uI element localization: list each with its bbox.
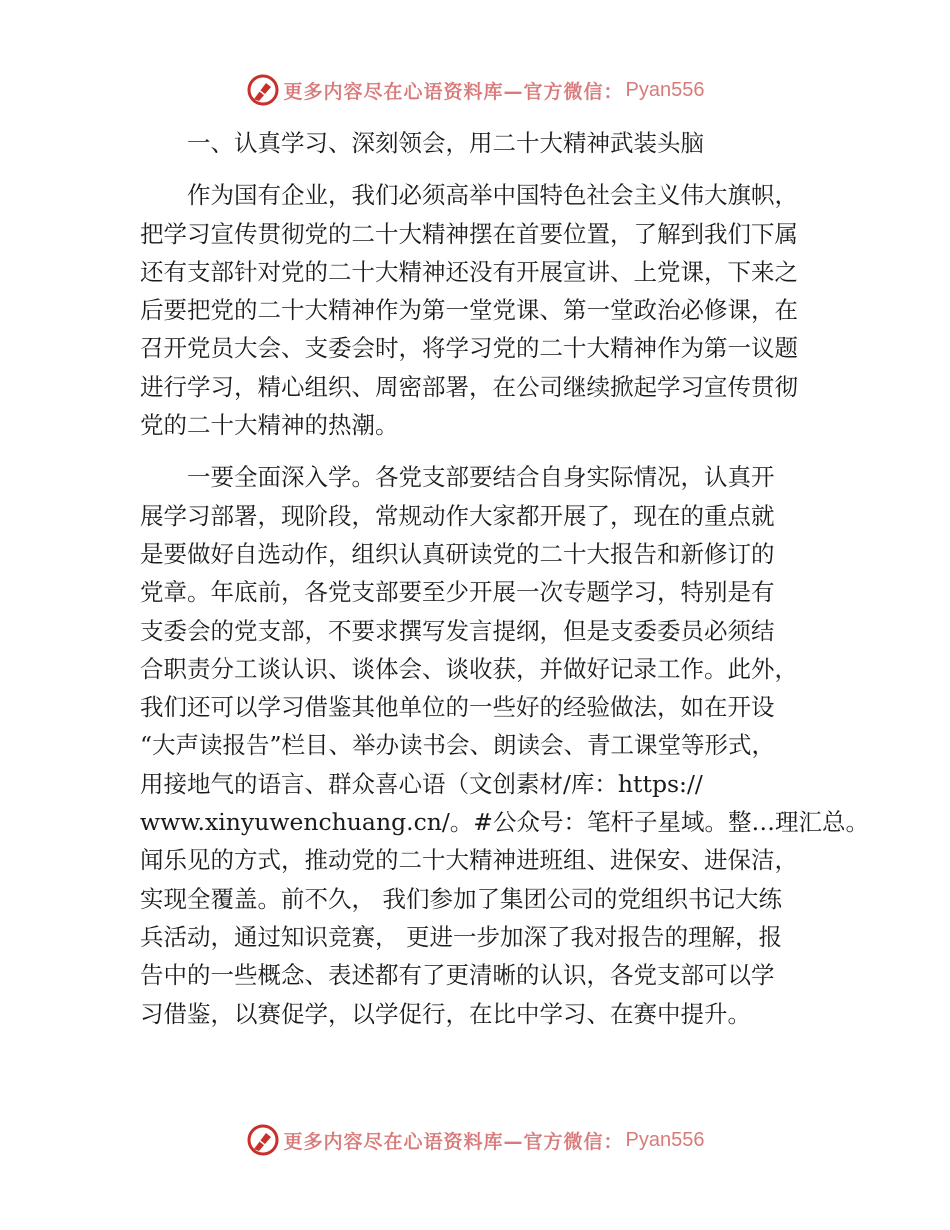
paragraph-line: 告中的一些概念、表述都有了更清晰的认识，各党支部可以学 [140,961,775,990]
wechat-id: Pyan556 [625,78,705,101]
paragraph-line: 兵活动，通过知识竞赛， 更进一步加深了我对报告的理解，报 [140,922,782,951]
banner-text: 更多内容尽在心语资料库—官方微信： [283,80,624,103]
banner-text: 更多内容尽在心语资料库—官方微信： [283,1130,624,1153]
section-heading: 一、认真学习、深刻领会，用二十大精神武装头脑 [187,129,704,157]
paragraph-line: 实现全覆盖。前不久， 我们参加了集团公司的党组织书记大练 [140,884,782,913]
paragraph-line: 作为国有企业，我们必须高举中国特色社会主义伟大旗帜， [187,181,798,210]
paragraph-line: 展学习部署，现阶段，常规动作大家都开展了，现在的重点就 [140,501,775,530]
paragraph-line: 我们还可以学习借鉴其他单位的一些好的经验做法，如在开设 [140,693,775,722]
paragraph-line: www.xinyuwenchuang.cn/。#公众号：笔杆子星域。整…理汇总。 [140,808,869,837]
paragraph-line: 习借鉴，以赛促学，以学促行，在比中学习、在赛中提升。 [140,999,751,1028]
header-banner [0,68,950,112]
paragraph-line: “大声读报告”栏目、举办读书会、朗读会、青工课堂等形式， [140,731,776,760]
footer-banner [0,1118,950,1162]
paragraph-line: 闻乐见的方式，推动党的二十大精神进班组、进保安、进保洁， [140,846,798,875]
paragraph-line: 召开党员大会、支委会时，将学习党的二十大精神作为第一议题 [140,334,798,363]
paragraph-line: 合职责分工谈认识、谈体会、谈收获，并做好记录工作。此外， [140,654,798,683]
paragraph-line: 党章。年底前，各党支部要至少开展一次专题学习，特别是有 [140,578,775,607]
document-body [140,124,869,1033]
wechat-id: Pyan556 [625,1128,705,1151]
paragraph-line: 党的二十大精神的热潮。 [140,411,399,440]
paragraph-line: 是要做好自选动作，组织认真研读党的二十大报告和新修订的 [140,539,775,568]
paragraph-line: 进行学习，精心组织、周密部署，在公司继续掀起学习宣传贯彻 [140,372,798,401]
paragraph-line: 一要全面深入学。各党支部要结合自身实际情况，认真开 [187,463,775,492]
paragraph-line: 还有支部针对党的二十大精神还没有开展宣讲、上党课，下来之 [140,257,798,286]
paragraph-line: 把学习宣传贯彻党的二十大精神摆在首要位置，了解到我们下属 [140,219,798,248]
paragraph-line: 支委会的党支部，不要求撰写发言提纲，但是支委委员必须结 [140,616,775,645]
paragraph-line: 后要把党的二十大精神作为第一堂党课、第一堂政治必修课，在 [140,296,798,325]
paragraph-line: 用接地气的语言、群众喜心语（文创素材/库：https:// [140,769,703,798]
pen-logo-icon [246,1123,280,1157]
pen-logo-icon [246,73,280,107]
